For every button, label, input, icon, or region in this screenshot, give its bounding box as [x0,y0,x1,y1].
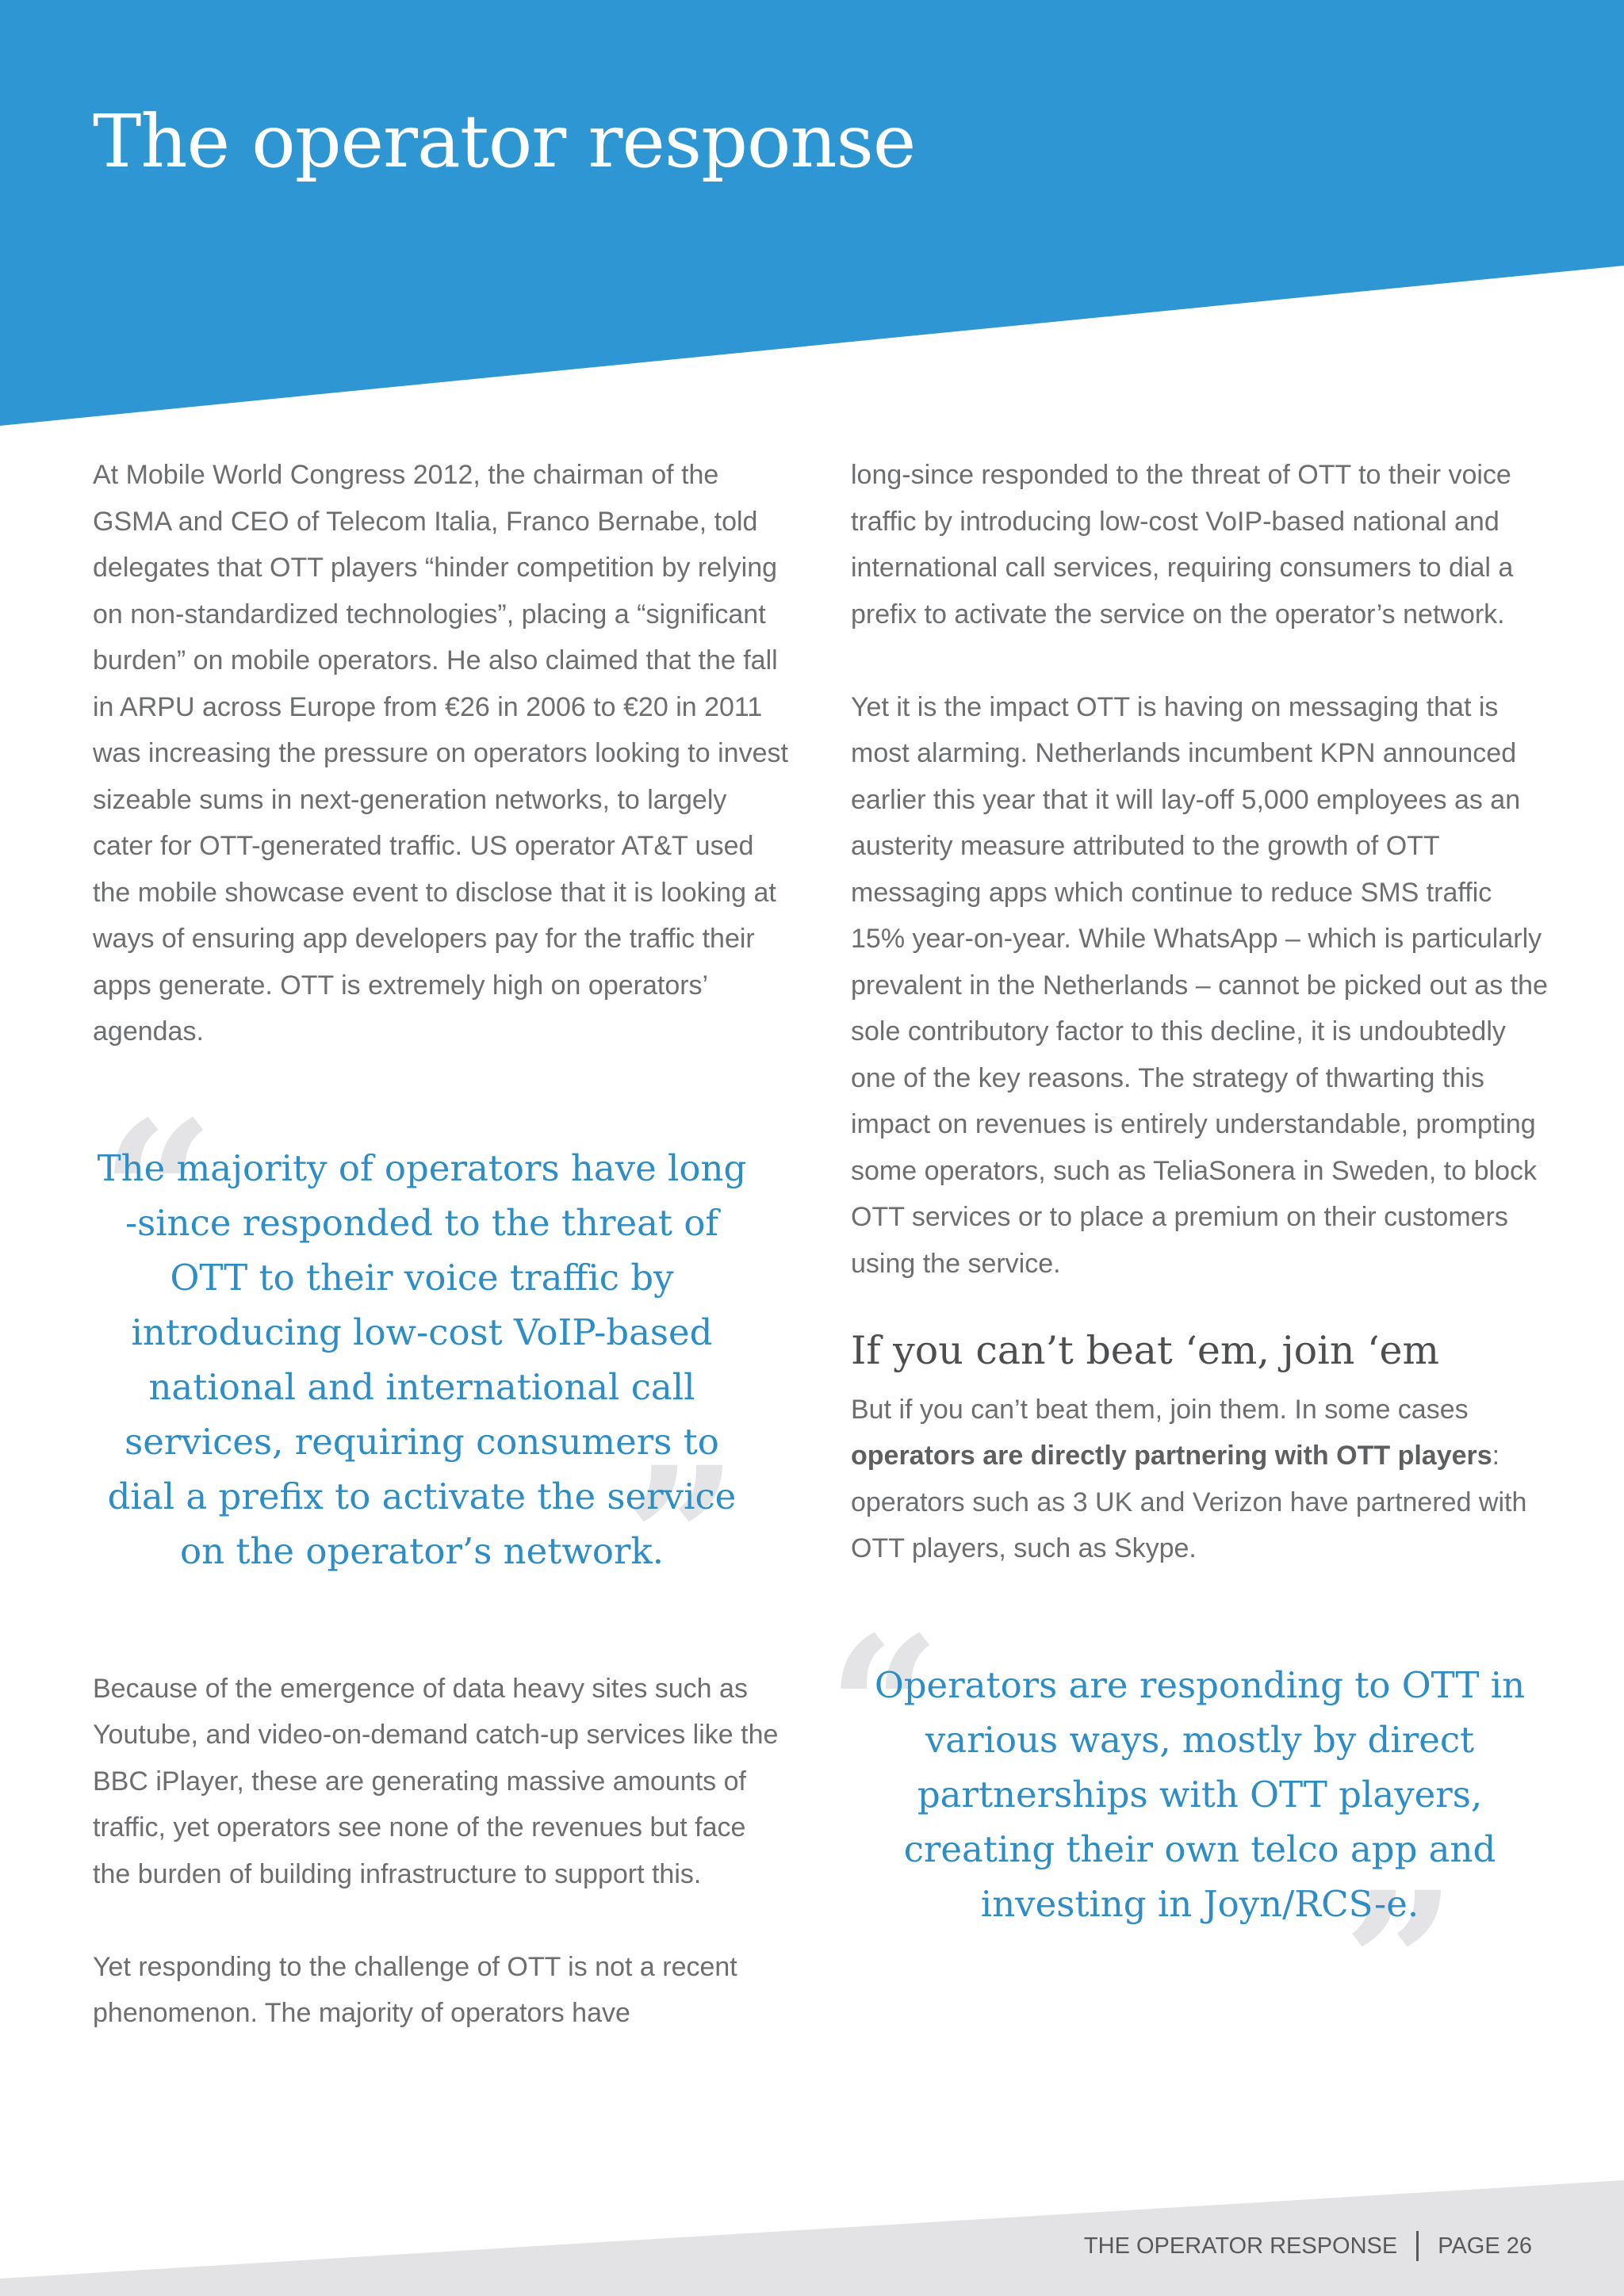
page-title: The operator response [93,99,916,184]
section-heading: If you can’t beat ‘em, join ‘em [851,1328,1440,1373]
right-paragraph-3-tail: : operators such as 3 UK and Verizon have partnered with OTT players, such as Skype. [851,1441,1527,1564]
left-column [93,452,791,2037]
pull-quote-1 [93,1077,751,1656]
left-paragraph-2: Because of the emergence of data heavy sites such as Youtube, and video-on-demand catch-up services like the BBC iPlayer, these are generating massive amounts of traffic, yet operators see none of the revenues but face the burden of building infrastructure to support this. [93,1673,779,1889]
right-paragraph-3-bold: operators are directly partnering with OTT players [851,1441,1492,1471]
open-quote-icon: “ [101,1077,215,1311]
close-quote-icon: ” [624,1422,738,1656]
right-paragraph-3-lead: But if you can’t beat them, join them. In some cases [851,1394,1469,1425]
footer-section-label: THE OPERATOR RESPONSE [1083,2233,1398,2259]
open-quote-icon: “ [827,1592,941,1826]
left-paragraph-3: Yet responding to the challenge of OTT is not a recent phenomenon. The majority of operators have [93,1951,737,2028]
left-paragraph-1: At Mobile World Congress 2012, the chairman of the GSMA and CEO of Telecom Italia, Franco Bernabe, told delegates that OTT players “hinder competition by relying on non-standardized technologies”, placing a “significant burden” on mobile operators. He also claimed that the fall in ARPU across Europe from €26 in 2006 to €20 in 2011 was increasing the pressure on operators looking to invest sizeable sums in next-generation networks, to largely cater for OTT-generated traffic. US operator AT&T used the mobile showcase event to disclose that it is looking at ways of ensuring app developers pay for the traffic their apps generate. OTT is extremely high on operators’ agendas. [93,460,788,1047]
right-column [827,452,1549,2081]
footer-band [0,2164,1624,2296]
header-banner-shape [0,0,1624,426]
close-quote-icon: ” [1342,1847,1457,2081]
footer-divider [1416,2231,1419,2261]
left-lower-text [93,1666,791,2037]
footer-page-number: PAGE 26 [1438,2233,1532,2259]
pull-quote-2 [827,1592,1549,2081]
pull-quote-1-text: The majority of operators have long -since responded to the threat of OTT to their voice traffic by introducing low-cost VoIP-based national and international call services, requiring consumers to dial a prefix to activate the service on the operator’s network. [97,1146,747,1572]
page-footer [1084,2231,1532,2261]
pull-quote-2-text: Operators are responding to OTT in various ways, mostly by direct partnerships with OTT players, creating their own telco app and investing in Joyn/RCS-e. [874,1663,1526,1925]
right-paragraph-2: Yet it is the impact OTT is having on messaging that is most alarming. Netherlands incumbent KPN announced earlier this year that it will lay-off 5,000 employees as an austerity measure attributed to the growth of OTT messaging apps which continue to reduce SMS traffic 15% year-on-year. While WhatsApp – which is particularly prevalent in the Netherlands – cannot be picked out as the sole contributory factor to this decline, it is undoubtedly one of the key reasons. The strategy of thwarting this impact on revenues is entirely understandable, prompting some operators, such as TeliaSonera in Sweden, to block OTT services or to place a premium on their customers using the service. [851,691,1548,1279]
right-paragraph-3 [851,1387,1549,1572]
right-paragraph-1: long-since responded to the threat of OTT to their voice traffic by introducing low-cost VoIP-based national and international call services, requiring consumers to dial a prefix to activate the service on the operator’s network. [851,460,1514,629]
header-banner [0,0,1624,444]
